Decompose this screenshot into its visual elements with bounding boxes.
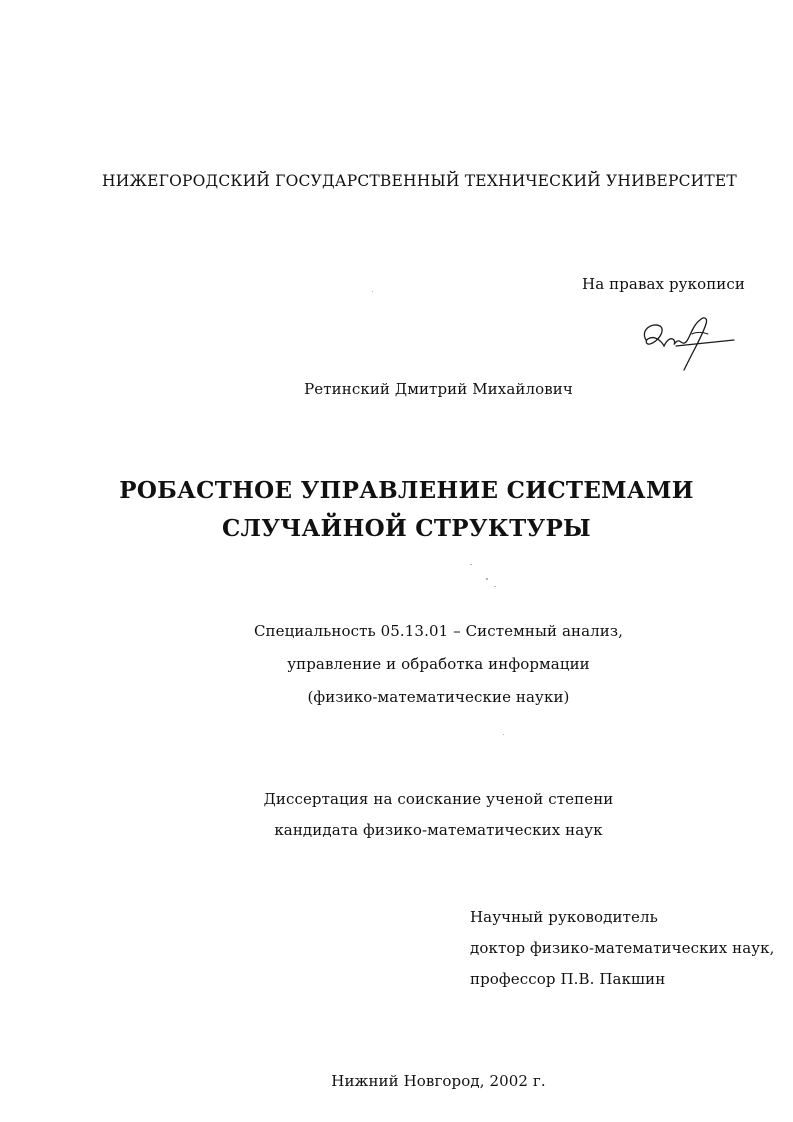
degree-line-2: кандидата физико-математических наук — [274, 821, 603, 839]
specialty-line-3: (физико-математические науки) — [307, 688, 570, 706]
scan-speck — [372, 291, 373, 292]
specialty-line-2: управление и обработка информации — [287, 655, 590, 673]
handwritten-signature — [636, 312, 740, 372]
university-name: НИЖЕГОРОДСКИЙ ГОСУДАРСТВЕННЫЙ ТЕХНИЧЕСКИЙ УНИВЕРСИТЕТ — [102, 172, 737, 190]
rights-note: На правах рукописи — [582, 275, 745, 293]
scan-speck — [470, 564, 472, 565]
title-line-2: СЛУЧАЙНОЙ СТРУКТУРЫ — [222, 515, 591, 542]
advisor-degree: доктор физико-математических наук, — [470, 939, 775, 957]
advisor-name: профессор П.В. Пакшин — [470, 970, 666, 988]
advisor-role: Научный руководитель — [470, 908, 658, 926]
degree-line-1: Диссертация на соискание ученой степени — [263, 790, 614, 808]
author-name: Ретинский Дмитрий Михайлович — [304, 380, 573, 398]
title-line-1: РОБАСТНОЕ УПРАВЛЕНИЕ СИСТЕМАМИ — [119, 477, 694, 504]
scan-speck — [503, 734, 504, 735]
specialty-line-1: Специальность 05.13.01 – Системный анализ, — [253, 622, 624, 640]
dissertation-title — [0, 472, 793, 548]
scan-speck — [486, 578, 488, 580]
city-year: Нижний Новгород, 2002 г. — [331, 1072, 546, 1090]
scan-speck — [494, 586, 496, 587]
